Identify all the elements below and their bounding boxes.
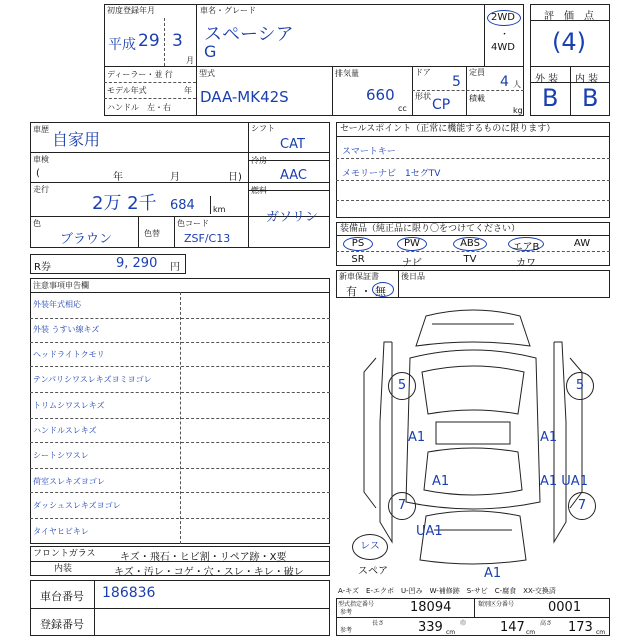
divider xyxy=(196,4,197,66)
shift-value: CAT xyxy=(280,137,305,152)
divider xyxy=(104,98,196,99)
inspection-month-unit: 月 xyxy=(170,172,180,183)
capacity-label: 定員 xyxy=(469,68,485,77)
divider xyxy=(336,235,610,236)
divider xyxy=(104,82,196,83)
ref-label: 参考 xyxy=(340,609,353,616)
divider xyxy=(336,617,610,618)
equip-item: エアB xyxy=(512,242,540,253)
equip-item: PS xyxy=(351,238,365,249)
rating-label: 評 価 点 xyxy=(544,11,594,22)
divider xyxy=(30,366,330,367)
damage-mark: A1 xyxy=(432,474,450,489)
model-year-label: モデル年式 xyxy=(107,86,147,95)
front-glass-value: キズ・飛石・ヒビ割・リペア跡・X要 xyxy=(120,552,287,563)
spare-value: レス xyxy=(360,541,380,552)
front-glass-label: フロントガラス xyxy=(33,549,96,559)
color-label: 色 xyxy=(33,219,41,228)
recycle-amount: 9, 290 xyxy=(116,256,158,271)
divider xyxy=(412,90,524,91)
header-box xyxy=(104,4,524,116)
first-reg-label: 初度登録年月 xyxy=(107,6,155,15)
divider xyxy=(174,216,175,248)
divider xyxy=(466,66,467,116)
recycle-label: R券 xyxy=(34,262,51,273)
rating-value: (4) xyxy=(552,28,586,56)
damage-mark: A1 UA1 xyxy=(540,474,588,489)
warranty-value: 有 ・ 無 xyxy=(346,285,386,298)
doors: 5 xyxy=(452,74,461,90)
sales-label: セールスポイント（正常に機能するものに限ります） xyxy=(340,124,556,134)
mileage-small: 684 xyxy=(170,198,195,213)
divider xyxy=(30,152,330,153)
category-num: 0001 xyxy=(548,600,582,615)
height-label: 高さ xyxy=(540,620,553,627)
inspection-paren: ( xyxy=(36,168,40,179)
recycle-box xyxy=(30,254,186,274)
divider xyxy=(30,492,330,493)
divider xyxy=(474,598,475,617)
divider xyxy=(336,251,610,252)
damage-mark: UA1 xyxy=(416,524,443,539)
divider xyxy=(30,418,330,419)
notes-label: 注意事項申告欄 xyxy=(33,281,89,290)
recycle-unit: 円 xyxy=(170,262,180,273)
interior-row-label: 内装 xyxy=(54,564,73,574)
equip-item: PW xyxy=(404,238,420,249)
damage-circle xyxy=(568,492,596,520)
cc-unit: cc xyxy=(398,104,407,113)
damage-mark: A1 xyxy=(408,430,426,445)
damage-mark: A1 xyxy=(484,566,502,581)
damage-mark: 7 xyxy=(577,498,587,513)
equip-item: AW xyxy=(573,238,591,249)
divider xyxy=(30,468,330,469)
color-value: ブラウン xyxy=(60,232,113,247)
equip-item: ナビ xyxy=(402,258,422,269)
note-item: トリムシワスレキズ xyxy=(33,401,105,410)
divider xyxy=(332,66,333,116)
note-item: テンパリシワスレキズヨミヨゴレ xyxy=(33,375,152,384)
divider xyxy=(336,158,610,159)
inspection-year-unit: 年 xyxy=(113,172,123,183)
logbook-label: 後日品 xyxy=(401,272,425,281)
damage-legend: A-キズ E-エクボ U-凹み W-補修跡 S-サビ C-腐食 XX-交換済 xyxy=(338,587,556,595)
length-label: 長さ xyxy=(372,620,385,627)
sales-point: メモリーナビ 1セグTV xyxy=(342,169,441,179)
equip-item: ABS xyxy=(460,238,480,249)
interior-row-value: キズ・汚レ・コゲ・穴・スレ・キレ・破レ xyxy=(114,567,304,578)
reg-no-label: 登録番号 xyxy=(40,618,84,631)
divider xyxy=(336,136,610,137)
sales-point: スマートキー xyxy=(342,147,396,157)
divider xyxy=(30,442,330,443)
height-unit: cm xyxy=(596,629,606,636)
ref-label: 参考 xyxy=(340,627,353,634)
load-unit: kg xyxy=(513,106,523,115)
model-num-label: 型式指定番号 xyxy=(338,601,375,608)
height-value: 173 xyxy=(568,620,593,635)
model-code: DAA-MK42S xyxy=(200,88,289,106)
inspection-label: 車検 xyxy=(33,155,49,164)
length-unit: cm xyxy=(446,629,456,636)
divider xyxy=(164,18,165,66)
interior-label: 内 装 xyxy=(575,74,599,85)
displacement-label: 排気量 xyxy=(335,69,359,78)
reg-year: 29 xyxy=(138,31,160,51)
divider xyxy=(336,200,610,201)
divider xyxy=(104,66,524,67)
equip-item: TV xyxy=(463,254,477,265)
drive-4wd: 4WD xyxy=(491,42,515,53)
type-label: 型式 xyxy=(199,69,215,78)
damage-circle xyxy=(388,492,416,520)
color-code: ZSF/C13 xyxy=(184,232,231,245)
history-value: 自家用 xyxy=(52,130,101,149)
divider xyxy=(210,196,211,214)
fuel-value: ガソリン xyxy=(266,210,319,225)
warranty-label: 新車保証書 xyxy=(339,272,379,281)
note-item: 荷室スレキズヨゴレ xyxy=(33,477,105,486)
damage-circle xyxy=(388,372,416,400)
length-value: 339 xyxy=(418,620,443,635)
divider xyxy=(30,318,330,319)
width-value: 147 xyxy=(500,620,525,635)
month-unit: 月 xyxy=(186,56,194,65)
load-label: 積載 xyxy=(469,94,485,103)
handle-label: ハンドル 左・右 xyxy=(107,103,171,112)
damage-circle xyxy=(566,372,594,400)
spare-circle xyxy=(352,534,388,560)
damage-mark: A1 xyxy=(540,430,558,445)
damage-mark: 7 xyxy=(397,498,407,513)
divider xyxy=(570,66,571,116)
shift-label: シフト xyxy=(251,124,275,133)
km-unit: km xyxy=(213,205,226,214)
note-item: 外装 うすい線キズ xyxy=(33,325,100,334)
divider xyxy=(30,342,330,343)
divider xyxy=(336,180,610,181)
mileage-big: 2万 2千 xyxy=(92,193,157,214)
note-item: ダッシュスレキズヨゴレ xyxy=(33,501,121,510)
divider xyxy=(30,518,330,519)
capacity: 4 xyxy=(500,74,509,90)
note-item: シートシワスレ xyxy=(33,451,89,460)
interior-grade: B xyxy=(582,84,599,112)
divider xyxy=(94,580,95,636)
equip-item: SR xyxy=(351,254,365,265)
model-year-unit: 年 xyxy=(184,86,192,95)
equip-item: カワ xyxy=(516,258,536,269)
inspection-day-unit: 日) xyxy=(228,172,242,183)
note-item: 外装年式相応 xyxy=(33,300,81,309)
damage-mark: 5 xyxy=(397,378,407,393)
divider xyxy=(30,608,330,609)
note-item: ハンドルスレキズ xyxy=(33,426,97,435)
capacity-unit: 人 xyxy=(513,80,521,89)
divider xyxy=(248,122,249,248)
ac-value: AAC xyxy=(280,168,307,183)
car-name-label: 車名・グレード xyxy=(200,6,256,15)
color-change-label: 色替 xyxy=(144,229,160,238)
history-label: 車歴 xyxy=(33,125,49,134)
category-label: 類別区分番号 xyxy=(478,601,515,608)
divider xyxy=(412,66,413,116)
note-item: タイヤヒビキレ xyxy=(33,527,89,536)
grade: G xyxy=(204,42,217,61)
divider xyxy=(30,392,330,393)
divider xyxy=(196,66,197,116)
ac-label: 冷房 xyxy=(251,156,267,165)
mileage-label: 走行 xyxy=(33,185,49,194)
car-name: スペーシア xyxy=(204,24,294,45)
equip-label: 装備品（純正品に限り〇をつけてください） xyxy=(340,224,521,234)
divider xyxy=(138,216,139,248)
width-label: 巾 xyxy=(460,620,467,627)
door-label: ドア xyxy=(415,68,431,77)
displacement: 660 xyxy=(366,86,395,104)
reg-month: 3 xyxy=(172,31,183,51)
model-num: 18094 xyxy=(410,600,452,615)
shape: CP xyxy=(432,97,451,113)
drive-dot: ・ xyxy=(500,30,510,40)
exterior-label: 外 装 xyxy=(535,74,559,85)
color-code-label: 色コード xyxy=(177,219,209,228)
divider xyxy=(484,4,485,66)
exterior-grade: B xyxy=(542,84,559,112)
frame-no-label: 車台番号 xyxy=(40,590,84,603)
frame-no-value: 186836 xyxy=(102,585,156,601)
divider xyxy=(398,270,399,298)
dealer-label: ディーラー・並 行 xyxy=(107,70,173,79)
drive-2wd: 2WD xyxy=(491,12,515,23)
damage-mark: 5 xyxy=(575,378,585,393)
width-unit: cm xyxy=(526,629,536,636)
note-item: ヘッドライトクモリ xyxy=(33,350,105,359)
shape-label: 形状 xyxy=(415,92,431,101)
warranty-circle xyxy=(372,282,394,297)
fuel-label: 燃料 xyxy=(251,186,267,195)
spare-label: スペア xyxy=(358,566,388,577)
era: 平成 xyxy=(108,37,136,53)
